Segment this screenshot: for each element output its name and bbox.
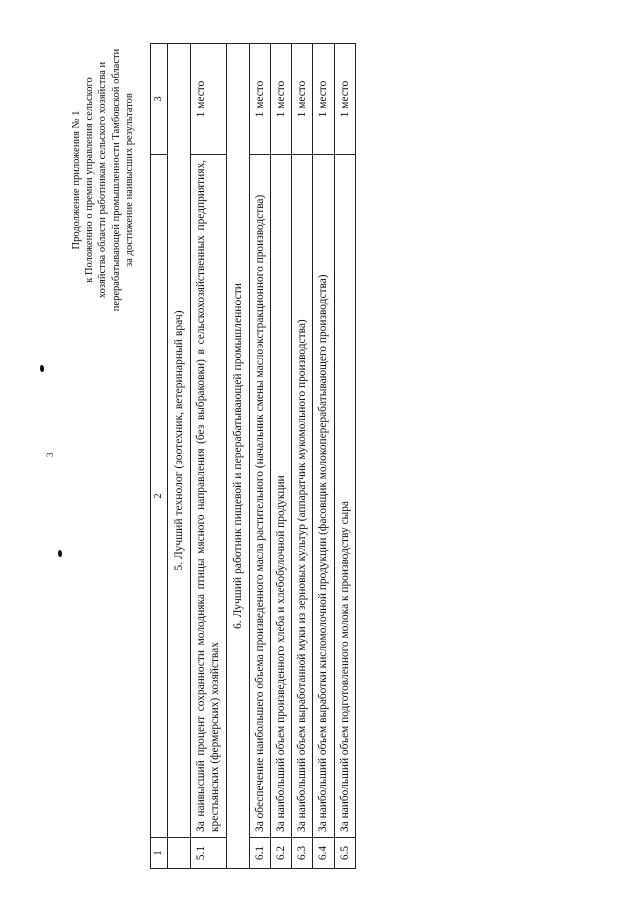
header-line: Продолжение приложения № 1 bbox=[71, 110, 82, 250]
awards-table bbox=[150, 43, 356, 869]
header-line: перерабатывающей промышленности Тамбовской области bbox=[110, 48, 122, 312]
item-number: 6.2 bbox=[271, 838, 292, 869]
item-description: За наибольший объем выработанной муки из зерновых культур (аппаратчик мукомольного производства) bbox=[292, 155, 313, 838]
section-title: 5. Лучший технолог (зоотехник, ветеринарный врач) bbox=[168, 44, 191, 838]
table-row bbox=[292, 44, 313, 869]
item-description: За обеспечение наибольшего объема произведенного масла растительного (начальник смены маслоэкстракционного производства) bbox=[249, 155, 270, 838]
section-row bbox=[168, 44, 191, 869]
item-number: 6.1 bbox=[249, 838, 270, 869]
item-place: 1 место bbox=[334, 44, 355, 155]
item-place: 1 место bbox=[191, 44, 226, 155]
item-place: 1 место bbox=[292, 44, 313, 155]
item-place: 1 место bbox=[313, 44, 334, 155]
table-row bbox=[249, 44, 270, 869]
section-row bbox=[226, 44, 249, 869]
column-header-row bbox=[151, 44, 168, 869]
item-number: 6.3 bbox=[292, 838, 313, 869]
item-place: 1 место bbox=[271, 44, 292, 155]
header-line: хозяйства области работникам сельского хозяйства и bbox=[97, 61, 109, 299]
item-number: 6.4 bbox=[313, 838, 334, 869]
header-line: за достижение наивысших результатов bbox=[123, 93, 135, 267]
column-header: 2 bbox=[151, 155, 168, 838]
table-row bbox=[334, 44, 355, 869]
item-place: 1 место bbox=[249, 44, 270, 155]
item-description: За наибольший объем выработки кисломолочной продукции (фасовщик молокоперерабатывающего производства) bbox=[313, 155, 334, 838]
column-header: 1 bbox=[151, 838, 168, 869]
item-description: За наибольший объем произведенного хлеба и хлебобулочной продукции bbox=[271, 155, 292, 838]
column-header: 3 bbox=[151, 44, 168, 155]
header-line: к Положению о премии управления сельского bbox=[84, 77, 96, 283]
table-row bbox=[191, 44, 226, 869]
punch-hole-mark bbox=[40, 365, 44, 372]
item-description: За наивысший процент сохранности молодняка птицы мясного направления (без выбраковки) в сельскохозяйственных предприятиях, крестьянских (фермерских) хозяйствах bbox=[191, 155, 226, 838]
item-number: 5.1 bbox=[191, 838, 226, 869]
table-row bbox=[313, 44, 334, 869]
punch-hole-mark bbox=[58, 550, 62, 557]
document-header bbox=[70, 15, 136, 345]
page-number: 3 bbox=[45, 452, 55, 457]
section-title: 6. Лучший работник пищевой и перерабатывающей промышленности bbox=[226, 44, 249, 869]
table-row bbox=[271, 44, 292, 869]
item-number: 6.5 bbox=[334, 838, 355, 869]
item-description: За наибольший объем подготовленного молока к производству сыра bbox=[334, 155, 355, 838]
